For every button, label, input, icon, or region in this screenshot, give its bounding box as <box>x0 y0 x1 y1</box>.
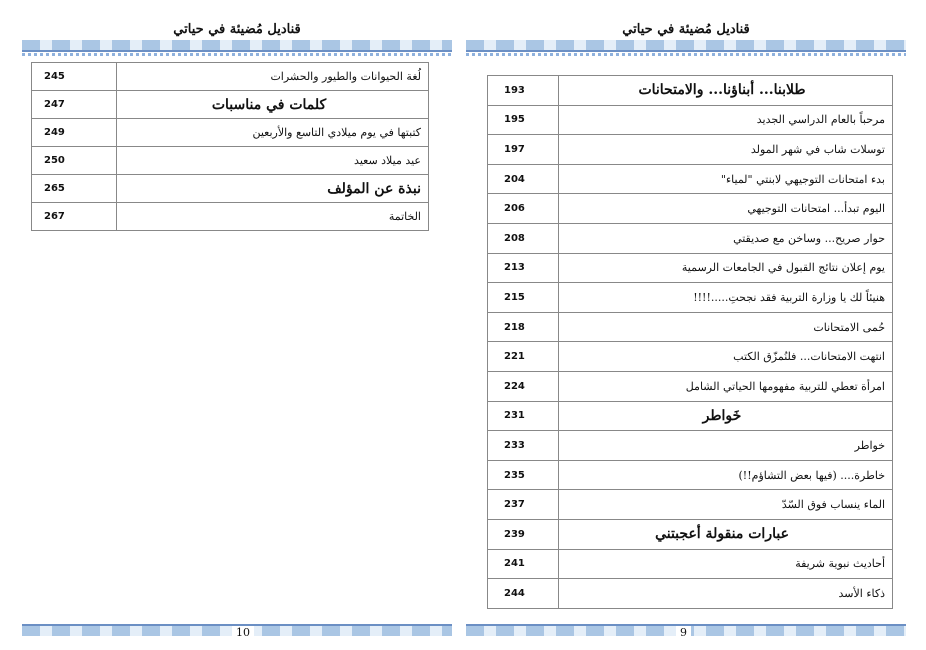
toc-section-row <box>32 175 429 203</box>
left-page <box>22 0 452 650</box>
left-page-number: 10 <box>232 626 254 639</box>
toc-row <box>488 460 893 490</box>
toc-row <box>32 147 429 175</box>
toc-section-title: خَواطر <box>559 401 893 431</box>
toc-page-number: 245 <box>32 63 117 91</box>
toc-section-row <box>488 401 893 431</box>
toc-entry-title: اليوم تبدأ... امتحانات التوجيهي <box>559 194 893 224</box>
toc-page-number: 208 <box>488 223 559 253</box>
toc-row <box>32 203 429 231</box>
toc-page-number: 193 <box>488 76 559 106</box>
toc-page-number: 215 <box>488 283 559 313</box>
toc-row <box>488 312 893 342</box>
toc-section-title: كلمات في مناسبات <box>117 91 429 119</box>
toc-row <box>488 105 893 135</box>
right-page-number: 9 <box>676 626 691 639</box>
toc-section-title: عبارات منقولة أعجبتني <box>559 519 893 549</box>
toc-section-row <box>32 91 429 119</box>
toc-page-number: 197 <box>488 135 559 165</box>
toc-row <box>32 119 429 147</box>
toc-row <box>488 253 893 283</box>
toc-row <box>488 223 893 253</box>
toc-page-number: 206 <box>488 194 559 224</box>
toc-entry-title: مرحباً بالعام الدراسي الجديد <box>559 105 893 135</box>
toc-section-title: طلابنا... أبناؤنا... والامتحانات <box>559 76 893 106</box>
toc-page-number: 213 <box>488 253 559 283</box>
toc-section-title: نبذة عن المؤلف <box>117 175 429 203</box>
toc-section-row <box>488 519 893 549</box>
toc-entry-title: ذكاء الأسد <box>559 579 893 609</box>
toc-page-number: 265 <box>32 175 117 203</box>
toc-row <box>488 371 893 401</box>
toc-row <box>488 342 893 372</box>
right-toc-table <box>487 75 893 609</box>
toc-page-number: 231 <box>488 401 559 431</box>
toc-entry-title: كتبتها في يوم ميلادي التاسع والأربعين <box>117 119 429 147</box>
toc-row <box>488 135 893 165</box>
toc-page-number: 250 <box>32 147 117 175</box>
right-page-header: قناديل مُضيئة في حياتي <box>622 22 750 37</box>
left-page-header: قناديل مُضيئة في حياتي <box>173 22 301 37</box>
toc-row <box>488 164 893 194</box>
toc-page-number: 239 <box>488 519 559 549</box>
toc-row <box>488 283 893 313</box>
toc-entry-title: أحاديث نبوية شريفة <box>559 549 893 579</box>
toc-page-number: 237 <box>488 490 559 520</box>
toc-row <box>488 579 893 609</box>
toc-page-number: 224 <box>488 371 559 401</box>
toc-page-number: 235 <box>488 460 559 490</box>
toc-entry-title: هنيئاً لك يا وزارة التربية فقد نجحتِ.....!!!! <box>559 283 893 313</box>
toc-page-number: 247 <box>32 91 117 119</box>
toc-page-number: 267 <box>32 203 117 231</box>
toc-entry-title: الماء ينساب فوق السّدّ <box>559 490 893 520</box>
toc-entry-title: لُغة الحيوانات والطيور والحشرات <box>117 63 429 91</box>
toc-entry-title: حوار صريح... وساخن مع صديقتي <box>559 223 893 253</box>
toc-page-number: 218 <box>488 312 559 342</box>
toc-page-number: 195 <box>488 105 559 135</box>
toc-row <box>488 549 893 579</box>
toc-row <box>488 490 893 520</box>
toc-page-number: 244 <box>488 579 559 609</box>
right-header-band <box>466 40 906 52</box>
toc-page-number: 204 <box>488 164 559 194</box>
toc-entry-title: خواطر <box>559 431 893 461</box>
toc-row <box>488 194 893 224</box>
toc-section-row <box>488 76 893 106</box>
toc-row <box>32 63 429 91</box>
toc-entry-title: عيد ميلاد سعيد <box>117 147 429 175</box>
left-toc-table <box>31 62 429 231</box>
toc-entry-title: امرأة تعطي للتربية مفهومها الحياتي الشامل <box>559 371 893 401</box>
toc-page-number: 249 <box>32 119 117 147</box>
toc-entry-title: يوم إعلان نتائج القبول في الجامعات الرسمية <box>559 253 893 283</box>
toc-entry-title: حُمى الامتحانات <box>559 312 893 342</box>
toc-page-number: 233 <box>488 431 559 461</box>
toc-page-number: 241 <box>488 549 559 579</box>
toc-entry-title: الخاتمة <box>117 203 429 231</box>
toc-entry-title: توسلات شاب في شهر المولد <box>559 135 893 165</box>
toc-entry-title: خاطرة.... (فيها بعض التشاؤم!!) <box>559 460 893 490</box>
toc-row <box>488 431 893 461</box>
right-page <box>466 0 906 650</box>
toc-entry-title: انتهت الامتحانات... فلنُمزّق الكتب <box>559 342 893 372</box>
left-header-band <box>22 40 452 52</box>
toc-page-number: 221 <box>488 342 559 372</box>
toc-entry-title: بدء امتحانات التوجيهي لابنتي "لمياء" <box>559 164 893 194</box>
